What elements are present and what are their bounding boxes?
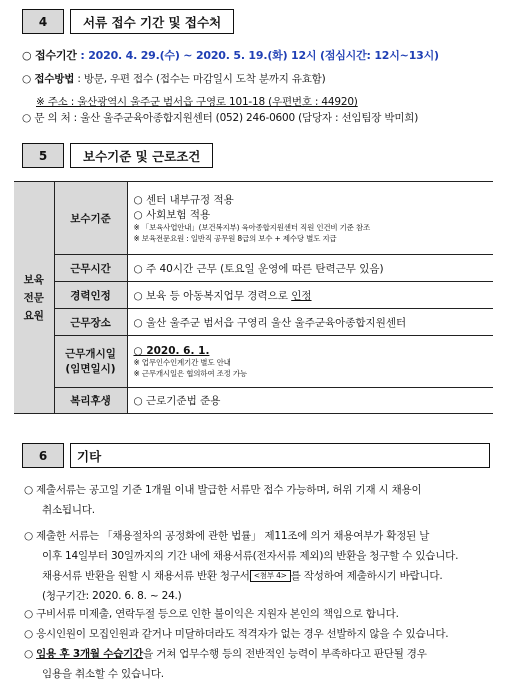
career-label: 경력인정: [54, 282, 127, 309]
section-number: 6: [22, 443, 64, 468]
start-cell: ○ 2020. 6. 1. ※ 업무인수인계기간 별도 안내 ※ 근무개시일은 협의하여 조정 가능: [127, 336, 493, 388]
note-2c: 채용서류 반환을 원할 시 채용서류 반환 청구서 <첨부 4> 를 작성하여 제출하시기 바랍니다.: [42, 570, 443, 582]
note-2b: 이후 14일부터 30일까지의 기간 내에 채용서류(전자서류 제외)의 반환을 청구할 수 있습니다.: [42, 550, 459, 562]
place-label: 근무장소: [54, 309, 127, 336]
work-conditions-table: [14, 181, 493, 414]
note-4: ○ 응시인원이 모집인원과 같거나 미달하더라도 적격자가 없는 경우 선발하지 않을 수 있습니다.: [24, 628, 449, 640]
method-label: 접수방법: [34, 73, 75, 85]
period-label: 접수기간: [35, 49, 77, 62]
section-title: 보수기준 및 근로조건: [70, 143, 213, 168]
start-label: 근무개시일 (임면일시): [54, 336, 127, 388]
probation-emphasis: 임용 후 3개월 수습기간: [36, 648, 144, 660]
attachment-tag: <첨부 4>: [250, 570, 291, 582]
pay-cell: ○ 센터 내부규정 적용 ○ 사회보험 적용 ※ 「보육사업안내」(보건복지부) 육아종합지원센터 직원 인건비 기준 참조 ※ 보육전문요원 : 일반직 공무원 8급의 보수 + 제수당 별도 지급: [127, 182, 493, 255]
welfare-value: ○ 근로기준법 준용: [127, 388, 493, 414]
hours-label: 근무시간: [54, 255, 127, 282]
note-5a: ○ 임용 후 3개월 수습기간을 거쳐 업무수행 등의 전반적인 능력이 부족하다고 판단될 경우: [24, 648, 427, 660]
place-value: ○ 울산 울주군 범서읍 구영리 울산 울주군육아종합지원센터: [127, 309, 493, 336]
pay-label: 보수기준: [54, 182, 127, 255]
note-5b: 임용을 취소할 수 있습니다.: [42, 668, 164, 680]
section-6-header: [22, 443, 490, 468]
staff-type-cell: 보육 전문 요원: [14, 182, 54, 414]
address-line: ※ 주소 : 울산광역시 울주군 범서읍 구영로 101-18 (우편번호 : 44920): [36, 96, 358, 108]
section-5-header: [22, 143, 213, 168]
section-number: 4: [22, 9, 64, 34]
method-line: ○ 접수방법 : 방문, 우편 접수 (접수는 마감일시 도착 분까지 유효함): [22, 73, 326, 85]
welfare-label: 복리후생: [54, 388, 127, 414]
section-number: 5: [22, 143, 64, 168]
career-cell: ○ 보육 등 아동복지업무 경력으로 인정: [127, 282, 493, 309]
contact-value: 문 의 처 : 울산 울주군육아종합지원센터 (052) 246-0600 (담당자 : 선임팀장 박미희): [34, 112, 419, 124]
note-2a: ○ 제출한 서류는 「채용절차의 공정화에 관한 법률」 제11조에 의거 채용여부가 확정된 날: [24, 530, 430, 542]
note-1b: 취소됩니다.: [42, 504, 95, 516]
section-4-header: [22, 9, 234, 34]
period-line: ○ 접수기간 : 2020. 4. 29.(수) ~ 2020. 5. 19.(화) 12시 (점심시간: 12시~13시): [22, 49, 439, 62]
contact-line: ○ 문 의 처 : 울산 울주군육아종합지원센터 (052) 246-0600 (담당자 : 선임팀장 박미희): [22, 112, 419, 124]
hours-value: ○ 주 40시간 근무 (토요일 운영에 따른 탄력근무 있음): [127, 255, 493, 282]
note-2d: (청구기간: 2020. 6. 8. ~ 24.): [42, 590, 182, 602]
section-title: 기타: [70, 443, 490, 468]
note-3: ○ 구비서류 미제출, 연락두절 등으로 인한 불이익은 지원자 본인의 책임으로 합니다.: [24, 608, 399, 620]
method-value: : 방문, 우편 접수 (접수는 마감일시 도착 분까지 유효함): [77, 73, 326, 85]
note-1a: ○ 제출서류는 공고일 기준 1개월 이내 발급한 서류만 접수 가능하며, 허위 기재 시 채용이: [24, 484, 422, 496]
section-title: 서류 접수 기간 및 접수처: [70, 9, 234, 34]
period-value: 2020. 4. 29.(수) ~ 2020. 5. 19.(화) 12시 (점심시간: 12시~13시): [88, 49, 439, 62]
